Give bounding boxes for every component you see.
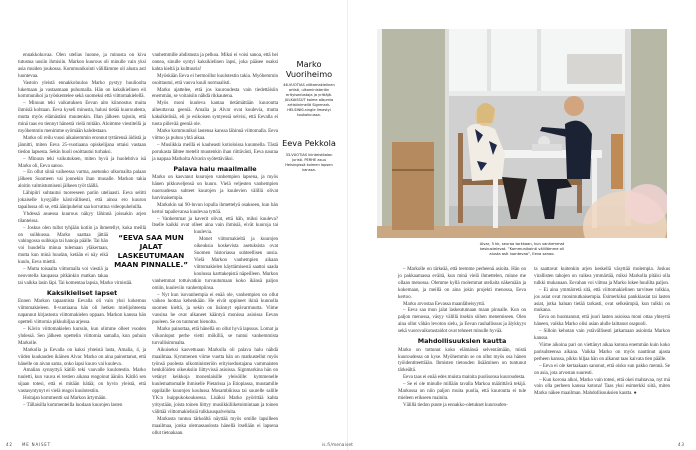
profile-name: Marko Vuoriheimo — [285, 59, 333, 79]
body-paragraph: Markolla ja Eevalla on kaksi yhteistä lasta, Amalia, 4, ja viiden kuukauden ikäinen Alvar. Marko on aina painottanut, että hänelle on aivan sama, onko lapsi kuuro vai kuuleva. — [18, 346, 146, 367]
body-paragraph: Aikuiseksi kasvettuaan Markolla oli palava halu nähdä maailmaa. Kymmenen viime vuotta hän on matkustellut myös työnsä puolesta ulkoministeriön erityisedustajana vammaisten henkilöiden oikeuksiin liittyvissä asioissa. Signmarkina hän on vetänyt keikkoja monenlaisille yleisöille: kymmenelle kuulemattomalle ihmiselle Pietarissa ja Etiopiassa, muutamille oppilaille kuurojen koulussa Mosambikissa tai suurelle salille YK:n huippukokouksessa. Lisäksi Marko pyörittää kahta yritystään, joista toinen liittyy musiikkiliiketoimintaan ja toinen välittää viittomakielisiä tulkkauspalveluita. — [152, 346, 278, 415]
body-paragraph: – Silloin kehotan vain ystävällisesti jatkamaan asiointia Markon kanssa. — [534, 328, 670, 342]
body-paragraph: Amalian synnyttyä kätilö teki vauvalle kuulotestin. Marko tuuletti, kun vauva ei testien aikana reagoinut ääniin. Kätilö sen sijaan totesi, että ei mitään hätää; on hyvin yleistä, että vastasyntynyt ei vielä reagoi kuulotestiin. — [18, 367, 146, 395]
right-column-1 — [398, 266, 526, 409]
body-paragraph: – Se ei ole minulle millään tavalla Markoa määrittävä tekijä. Markossa on niin paljon muita puolia, että kuuroutta ei tule mieleen erikseen mainita. — [398, 381, 526, 401]
right-column-2 — [534, 266, 670, 397]
body-paragraph: Myöskään Eeva ei hermoillut kuulotestin takia. Myöhemmin osoittautui, että vauva kuuli normaalisti. — [152, 72, 278, 86]
footer-url: is.fi/menaiset — [322, 442, 354, 447]
body-paragraph: – Tällaisilla kommenteilla luodaan kuurojen lasten — [23, 402, 123, 408]
body-paragraph: Viime aikoina pari on viettänyt aikaa kotona enemmän kuin koko parisuhteensa aikana. Vaikka Marko on myös nauttinut ajasta perheen kanssa, pikku hiljaa hän on alkanut taas kaivata tien päälle. — [534, 341, 670, 362]
footer-magazine-name: ME NAISET — [22, 442, 51, 447]
body-paragraph: – Kun korona alkoi, Marko vain totesi, että okei mahtavaa, nyt mä voin olla perheen kanssa kotona! Taas yksi esimerkki siitä, miten Marko näkee maailman. Mahdollisuuksien kautta. ● — [534, 376, 670, 397]
profile-bio: 46-VUOTIAS viittomakielinen artisti, ulkoministeriön erityisedustaja ja yrittäjä. JULKAISSUT kolme albumia artistinimellä Signmark. HELSINKI-single ilmestyi toukokuussa. — [283, 83, 335, 117]
profile-eeva — [282, 139, 336, 173]
body-paragraph: – Eeva saa mun jalat laskeutumaan maan pinnalle. Kun on paljon menossa, väsyy välillä itsekin siihen menemiseen. Olen aina ollut vähän levoton sielu, ja Eevan rauhallisuus ja älykkyys sekä vuorovaikutustaidot ovat tehneet minulle hyvää. — [398, 307, 526, 335]
body-paragraph: ennakkokuvaa. Olen utelias luonne, ja minusta on kiva tutustua uusiin ihmisiin. Markon kuurous oli minulle vain yksi asia muiden joukossa. Kommunikointi välillämme oli alusta asti luontevaa. — [18, 52, 146, 79]
page-gutter — [347, 0, 348, 450]
body-paragraph: Vastoin yleistä ennakkoluuloa Marko pystyy huulioolta lukemaan ja vastaamaan puhumalla. Hän on kaksikielinen eli kommunikoi ja työskentelee sekä suomeksi että viittomakielellä. — [18, 79, 146, 100]
body-paragraph: Markosta tuntuu tärkeältä näyttää myös omille lapsilleen maailmaa, jonka olemassaolosta hänellä itsellään ei lapsena ollut tietoakaan. — [152, 415, 278, 436]
body-paragraph: – Vanhemmat ja kaverit olivat, että häh, miksi kuuleva? Itselle kaikki ovat olleet aina vain ihmisiä, eivät kuuroja tai kuulevia. — [152, 215, 278, 236]
profile-bio: 33-VUOTIAS kiinteistöalan juristi. PERHE asuu Helsingissä kolmen lapsen kanssa. — [285, 152, 333, 172]
body-paragraph: Marko arvostaa Eevassa maanläheisyyttä. — [403, 300, 486, 307]
body-paragraph: Monet viittomakieltä ja kuurojen oikeuksia koskevista asetuksista ovat Suomen historiassa suhteellisen uusia. Vielä Markon vanhempien aikaan viittomakielen käyttämisestä saattoi saada koulussa karttakepistä näpeilleen. Markon vanhemmat tottuivatkin turvautumaan koko ikänsä paljon omiin, kuuleviin vanhempiinsa. — [152, 236, 278, 291]
body-paragraph: Myös moni kuuleva kantaa tietämättään kuuroutta aiheuttavaa geeniä. Amalia ja Alvar ovat kuulevia, mutta kaksikielisiä, eli jo esikoisen syntyessä selvisi, että Eevalla ei tuota piilevää geeniä ole. — [152, 100, 278, 128]
body-paragraph: – Minuun teki vaikutuksen Eevan aito kiinnostus muita ihmisiä kohtaan. Eeva kyseli minusta, halusi tietää kuuroudesta, mutta myös elämästäni muutenkin. Illan jälkeen tajusin, että minä taas en tiennyt hänestä vielä mitään. Aloimme viestitellä ja myöhemmin menimme syömään kahdestaan. — [18, 100, 146, 134]
body-paragraph: – Nyt kun isovanhempia ei enää ole, vanhempien on ollut vaikea luottaa kehenkään. He eivät oppineet ikinä kunnolla suomen kieltä, ja sekin on lisännyt epävarmuutta. Viime vuosina he ovat alkaneet kääntyä monissa asioissa Eevan puoleen. Se on tuntunut hienolta. — [152, 291, 278, 326]
body-paragraph: Eeva on huomannut, että juuri lasten asioissa moni ottaa yhteyttä häneen, vaikka Marko olisi asian alulle laittanut osapuoli. — [534, 314, 670, 328]
body-paragraph: Marko oli reilu vuosi aikaisemmin eronnut tyttärensä äidistä ja jännitti, miten Eeva 25-vuotiaana opiskelijana ottaisi vastaan tiedon lapsesta. Sekin huoli osoittautui turhaksi. — [18, 134, 146, 155]
pull-quote: “EEVA SAA MUN JALAT LASKEUTUMAAN MAAN PINNALLE.” — [114, 233, 188, 269]
profile-marko — [282, 60, 336, 118]
body-paragraph: Marko painottaa, että hänellä on ollut hyvä lapsuus. Lomat ja viikonloput perhe vietti mökillä, se tuntui vanhemmista turvallisimmalta. — [152, 326, 278, 346]
body-paragraph: – Markolle on tärkeää, että teemme perheenä asioita. Hän on jo pakkaamassa eväitä, kun minä vielä ihmettelen, minne me ollaan menossa. Olemme kyllä molemmat uteliaita näkemään ja kokemaan, ja meillä on aina jokin projekti menossa, Eeva kertoo. — [398, 266, 526, 300]
body-paragraph: Yhdessä asuessa kuurous näkyy lähinnä joissakin arjen tilanteissa. — [18, 210, 146, 224]
body-paragraph: – Mutta toisaalta viittomalla voi viestiä ja neuvotella kaupassa pitkänkin matkan takaa tai vaikka lasin läpi. Tai komentaa lapsia, Marko virnistää. — [18, 266, 133, 286]
body-paragraph: ta saattavat kuitenkin arjen keskellä väsyttää molempia. Joskus virallisten tahojen on vaikea ymmärtää, miksi Markolla pitäisi olla tulkki mukanaan. Eevahan voi viittoa ja Marko lukee huulilta paljon. — [534, 266, 670, 286]
body-paragraph: Eeva taas ei enää edes muista mainita puolisonsa kuuroudesta. — [403, 374, 526, 381]
body-paragraph: Marko ajattelee, että jos kuuroudesta vain tiedettäisiin enemmän, se voitaisiin nähdä rikkautena. — [152, 86, 278, 100]
body-paragraph: vanhemmille ahdistusta ja pelkoa. Miksi ei voisi sanoa, että hei onnea, sinulle syntyi kaksikielinen lapsi, joka pääsee osaksi kahta kieltä ja kulttuuria! — [152, 52, 278, 72]
body-paragraph: Marko on tottunut koko elämänsä selventämään, mistä kuuroudessa on kyse. Myöhemmin se on ollut myös osa hänen työidentiteettiään. Ihmisten tietouden lisääminen on tuntunut tärkeältä. — [398, 346, 526, 374]
body-paragraph: – Minuun teki vaikutuksen, miten hyvä ja huolehtiva isä Marko oli, Eeva sanoo. — [18, 155, 146, 169]
body-paragraph: – Kävin viittomakielen kurssin, kun olimme olleet vuoden yhdessä. Sen jälkeen opettelin viittomia samalla, kun puhuin Markolle. — [18, 326, 146, 346]
body-paragraph: – Joskus olen tullut tyhjään kotiin ja ihmetellyt, kuka meillä on suihkussa. Marko saattaa jättää vahingossa suihkuja tai hanoja päälle. Tai hän voi huudella minua tulemaan yläkertaan, mutta kun minä huudan, ketään ei näy eikä kuulu, Eeva miettii. — [18, 224, 146, 266]
footer-page-number-right: 43 — [678, 442, 685, 447]
body-paragraph: Ennen Markon tapaamista Eevalla oli vain yksi kokemus viittomakieleen. 8-vuotiaana hän oli hetken mielijohteesta napannut kirjastosta viittomakielen oppaan. Markon kanssa hän opetteli viittomia pikkuhiljaa arjessa. — [18, 298, 146, 326]
body-paragraph: – En ollut siinä vaiheessa varma, asetunko ulkomailta palaan jälkeen Suomeen vai jonnekin ihan muualle. Markon takia aloitin valmistumiseni jälkeen työt täällä. — [18, 169, 146, 190]
body-paragraph: – Musiikkia meillä ei kauheasti kotioloissa kuunnella. Tästä porukasta lähtee metelit muutenkin ihan riittävästi, Eeva nauraa ja nappaa Markolta Alvarin syötettäväksi. — [152, 141, 278, 162]
body-paragraph: Lähipiiri suhtautui tuoreeseen pariin uteliaasti. Eeva selitti jokaiselle kysyjälle kärsivällisesti, että ainoa ero kuuron tapailussa oli se, että äänipuhelut saa korvattua videopuheluilla. — [18, 190, 146, 210]
section-heading: Kaksikieliset lapset — [46, 288, 118, 297]
body-paragraph: Marko kommunikoi lastensa kanssa lähinnä viittomalla. Eeva viittoo ja puhuu yhtä aikaa. — [152, 127, 278, 141]
left-column-1 — [18, 52, 146, 409]
couple-photo — [377, 29, 667, 238]
body-paragraph: – Ei aina ymmärretä sitä, että viittomakielinen tarvitsee tulkkia, jos asiat ovat monimutkaisempia. Esimerkiksi pankkiasiat tai lasten asiat, jotka haluan tietää tarkasti, ovat selkeämpiä, kun tulkki on mukana. — [534, 286, 670, 314]
profile-name: Eeva Pekkola — [282, 138, 336, 148]
body-paragraph: Markokin sai 90-luvun lopulla ihmettelyä osakseen, kun hän kertoi tapailevansa kuulevaa tyttöä. — [152, 201, 278, 215]
body-paragraph: Marko on kasvanut kuurojen vanhempien lapsena, ja myös hänen pikkuveljensä on kuuro. Vielä veljesten vanhempien nuoruudessa suhteet kuurojen ja kuulevien välillä olivat harvinaisempia. — [152, 174, 278, 201]
body-paragraph: Hoitajan kommentti sai Markon ärtymään. — [23, 395, 107, 402]
body-paragraph: – Eeva ei ole kertaakaan sanonut, että oisko sun pakko mennä. Se on asia, jota arvostan suuresti. — [534, 362, 670, 376]
section-heading: Mahdollisuuksien kautta — [417, 337, 507, 346]
section-heading: Palava halu maailmalle — [173, 164, 257, 173]
photo-caption: Alvar, 5 kk, seuraa tarkkaan, kun vanhemmat keskustelevat. ”Kommunikointi välillämme oli alusta asti luontevaa”, Eeva sanoo. — [479, 242, 565, 256]
footer-page-number-left: 42 — [6, 442, 13, 447]
body-paragraph: Välillä tiedon puute ja ennakko-oletukset kuurouden- — [403, 401, 508, 408]
